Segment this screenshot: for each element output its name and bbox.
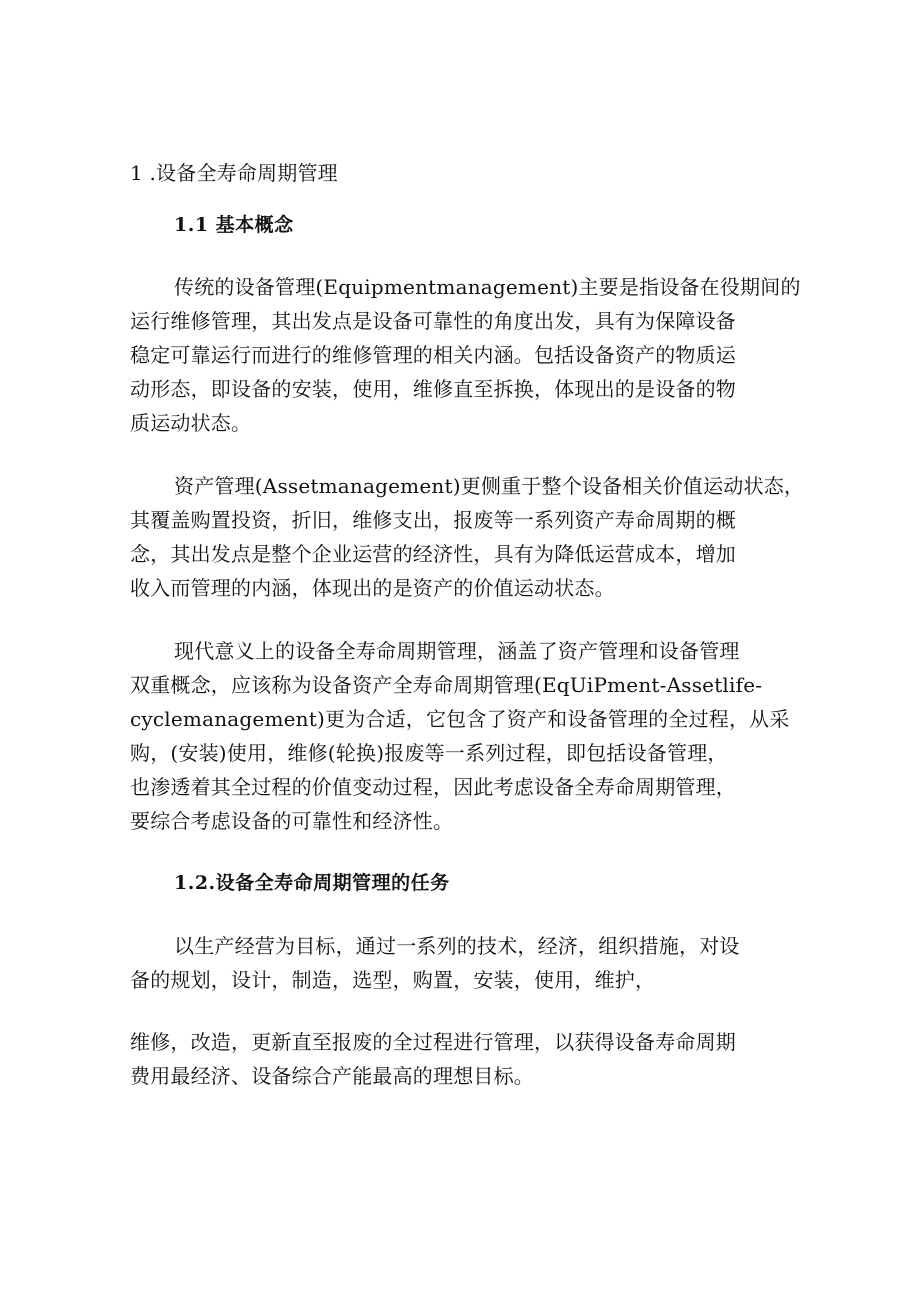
- paragraph-line: 运行维修管理，其出发点是设备可靠性的角度出发，具有为保障设备: [130, 309, 736, 333]
- paragraph-line: 维修，改造，更新直至报废的全过程进行管理，以获得设备寿命周期: [130, 1030, 736, 1054]
- paragraph-line: cyclemanagement)更为合适，它包含了资产和设备管理的全过程，从采: [130, 707, 790, 731]
- subsection-heading-basic-concepts: 1.1 基本概念: [174, 214, 294, 236]
- paragraph-line: 稳定可靠运行而进行的维修管理的相关内涵。包括设备资产的物质运: [130, 343, 736, 367]
- paragraph-line: 要综合考虑设备的可靠性和经济性。: [130, 809, 454, 833]
- paragraph-line: 质运动状态。: [130, 411, 252, 435]
- paragraph-line: 双重概念，应该称为设备资产全寿命周期管理(EqUiPment-Assetlife-: [130, 673, 763, 697]
- paragraph-line: 动形态，即设备的安装，使用，维修直至拆换，体现出的是设备的物: [130, 377, 736, 401]
- paragraph-line: 也渗透着其全过程的价值变动过程，因此考虑设备全寿命周期管理，: [130, 775, 736, 799]
- paragraph-line: 传统的设备管理(Equipmentmanagement)主要是指设备在役期间的: [174, 275, 801, 299]
- paragraph-line: 购，(安装)使用，维修(轮换)报废等一系列过程，即包括设备管理，: [130, 741, 728, 765]
- paragraph-line: 资产管理(Assetmanagement)更侧重于整个设备相关价值运动状态，: [174, 474, 805, 498]
- paragraph-line: 收入而管理的内涵，体现出的是资产的价值运动状态。: [130, 576, 615, 600]
- paragraph-line: 以生产经营为目标，通过一系列的技术，经济，组织措施，对设: [174, 934, 740, 958]
- paragraph-line: 其覆盖购置投资，折旧，维修支出，报废等一系列资产寿命周期的概: [130, 508, 736, 532]
- paragraph-line: 备的规划，设计，制造，选型，购置，安装，使用，维护，: [130, 968, 656, 992]
- paragraph-line: 念，其出发点是整个企业运营的经济性，具有为降低运营成本，增加: [130, 542, 736, 566]
- paragraph-line: 费用最经济、设备综合产能最高的理想目标。: [130, 1064, 534, 1088]
- paragraph-line: 现代意义上的设备全寿命周期管理，涵盖了资产管理和设备管理: [174, 639, 740, 663]
- section-title: 1 .设备全寿命周期管理: [130, 161, 338, 185]
- subsection-heading-tasks: 1.2.设备全寿命周期管理的任务: [174, 872, 450, 894]
